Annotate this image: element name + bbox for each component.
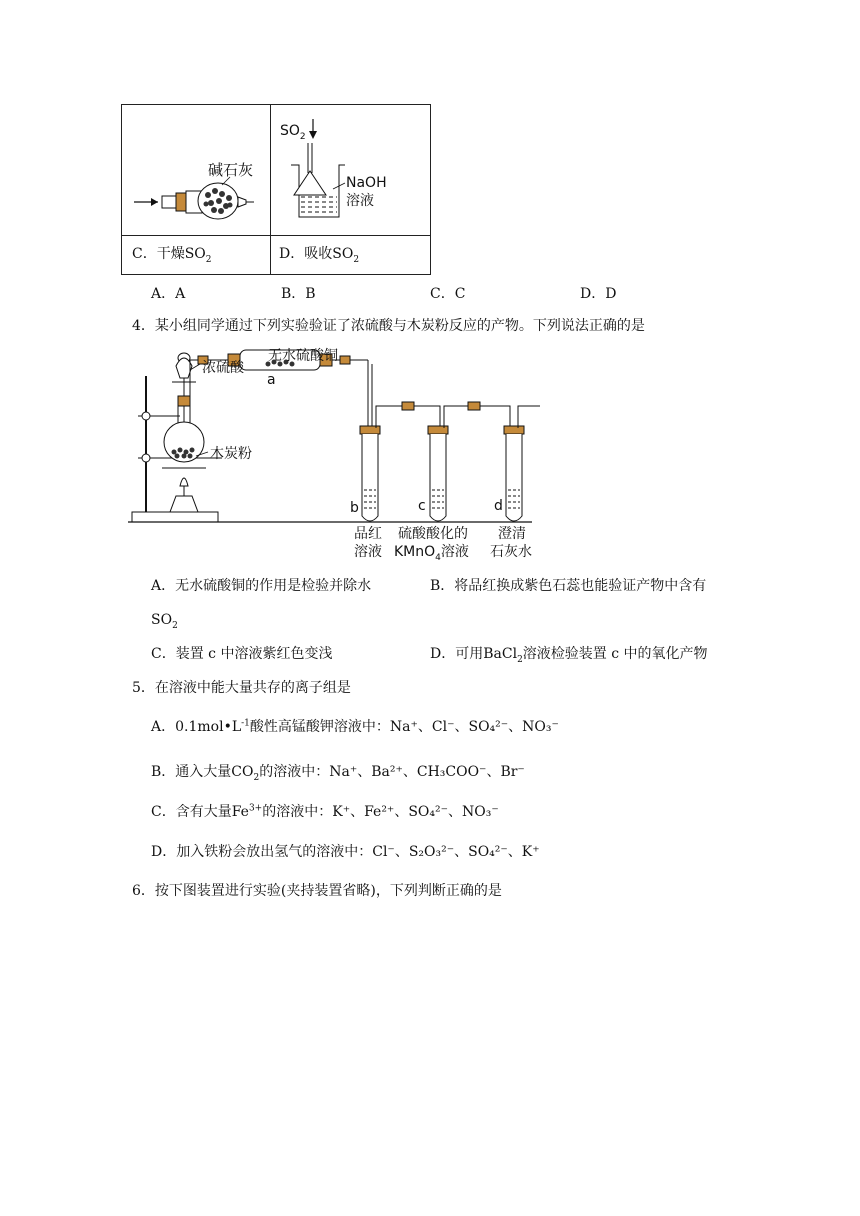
soda-lime-label: 碱石灰	[208, 161, 254, 179]
label-d-line1: 澄清	[498, 526, 526, 542]
absorption-beaker-figure	[271, 105, 430, 235]
label-b: b	[350, 500, 359, 516]
label-a: a	[267, 372, 276, 388]
q5-stem: 5．在溶液中能大量共存的离子组是	[132, 680, 351, 696]
label-conc-acid: 浓硫酸	[202, 360, 244, 376]
q3-option-d[interactable]: D．D	[580, 286, 617, 302]
q4-option-c[interactable]: C．装置 c 中溶液紫红色变浅	[151, 646, 333, 662]
label-charcoal: 木炭粉	[210, 446, 252, 462]
naoh-label: NaOH	[346, 175, 387, 191]
label-d: d	[494, 498, 503, 514]
q5-option-d[interactable]: D．加入铁粉会放出氢气的溶液中：Cl⁻、S₂O₃²⁻、SO₄²⁻、K⁺	[151, 844, 540, 860]
label-d-line2: 石灰水	[490, 544, 532, 560]
cell-c-caption: C．干燥$SO_2$	[132, 246, 212, 265]
q5-option-a[interactable]: A．$0.1mol•L^{-1}$酸性高锰酸钾溶液中：Na⁺、Cl⁻、SO₄²⁻、NO₃⁻	[151, 718, 559, 735]
label-b-line1: 品红	[354, 526, 382, 542]
label-c: c	[418, 498, 426, 514]
label-c-line1: 硫酸酸化的	[398, 526, 468, 542]
cell-d-caption: D．吸收$SO_2$	[279, 246, 360, 265]
q4-option-b[interactable]: B．将品红换成紫色石蕊也能验证产物中含有	[430, 578, 707, 594]
label-anhydrous-cuso4: 无水硫酸铜	[268, 348, 338, 364]
q3-option-b[interactable]: B．B	[281, 286, 316, 302]
q3-option-c[interactable]: C．C	[430, 286, 466, 302]
label-b-line2: 溶液	[354, 544, 382, 560]
apparatus-table	[121, 104, 431, 275]
q4-option-d[interactable]: D．可用BaCl$_2$溶液检验装置 c 中的氧化产物	[430, 646, 708, 665]
q3-option-a[interactable]: A．A	[151, 286, 186, 302]
q6-stem: 6．按下图装置进行实验(夹持装置省略)，下列判断正确的是	[132, 883, 502, 899]
so2-gas-label: $SO_2$	[280, 123, 306, 142]
q4-option-b-cont: $SO_2$	[151, 612, 178, 631]
solution-label: 溶液	[346, 193, 374, 209]
q5-option-b[interactable]: B．通入大量$CO_2$的溶液中：Na⁺、Ba²⁺、CH₃COO⁻、Br⁻	[151, 764, 525, 783]
label-c-line2: KMnO$_4$溶液	[394, 544, 469, 563]
q4-apparatus-figure	[128, 346, 548, 566]
q5-option-c[interactable]: C．含有大量$Fe^{3+}$的溶液中：K⁺、Fe²⁺、SO₄²⁻、NO₃⁻	[151, 803, 499, 820]
q4-stem: 4．某小组同学通过下列实验验证了浓硫酸与木炭粉反应的产物。下列说法正确的是	[132, 318, 645, 334]
table-divider-horizontal	[122, 235, 430, 236]
q4-option-a[interactable]: A．无水硫酸铜的作用是检验并除水	[151, 578, 372, 594]
drying-tube-figure	[122, 105, 270, 235]
